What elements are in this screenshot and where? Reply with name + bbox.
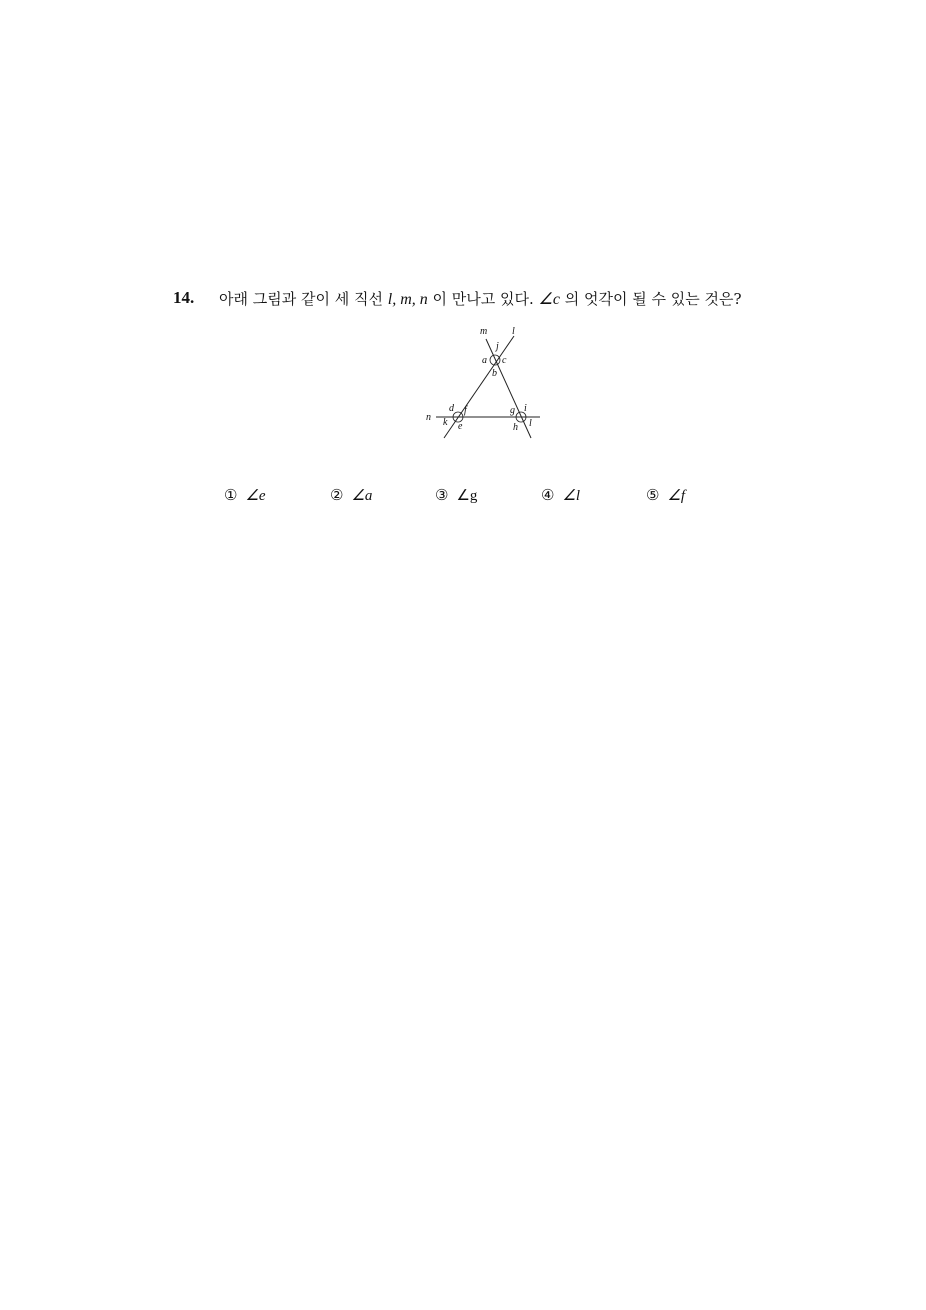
label-angle-c: c: [502, 355, 507, 366]
label-m: m: [480, 326, 488, 337]
label-l: l: [512, 326, 515, 337]
label-angle-e: e: [458, 421, 463, 432]
question-lines: l, m, n: [387, 291, 428, 308]
label-n: n: [426, 412, 431, 423]
label-angle-i: i: [524, 403, 527, 414]
label-angle-j: j: [496, 341, 499, 352]
label-angle-k: k: [443, 417, 448, 428]
choice-5-number: ⑤: [646, 488, 660, 504]
choice-3-number: ③: [435, 488, 449, 504]
question-text-before: 아래 그림과 같이 세 직선: [219, 290, 388, 308]
choice-5-angle: ∠f: [667, 488, 686, 504]
label-angle-g: g: [510, 405, 515, 416]
question-text-after: 의 엇각이 될 수 있는 것은?: [559, 290, 742, 308]
choice-1-angle: ∠e: [245, 488, 266, 504]
choice-2[interactable]: [330, 486, 372, 505]
three-lines-diagram: [420, 322, 550, 447]
choice-3-angle: ∠g: [456, 488, 478, 504]
choice-5[interactable]: [646, 486, 685, 505]
choice-4-number: ④: [541, 488, 555, 504]
choice-3[interactable]: [435, 486, 477, 505]
choice-4[interactable]: [541, 486, 580, 505]
question-text: [219, 288, 742, 309]
geometry-figure: [420, 322, 550, 451]
answer-choices: [224, 486, 744, 508]
choice-2-angle: ∠a: [351, 488, 373, 504]
question-text-middle: 이 만나고 있다.: [427, 290, 539, 308]
line-m: [486, 339, 531, 438]
question-angle: ∠c: [538, 291, 560, 308]
label-angle-b: b: [492, 368, 497, 379]
label-angle-h: h: [513, 422, 518, 433]
line-l: [444, 336, 514, 438]
label-angle-d: d: [449, 403, 454, 414]
choice-4-angle: ∠l: [562, 488, 581, 504]
choice-1[interactable]: [224, 486, 266, 505]
choice-1-number: ①: [224, 488, 238, 504]
label-angle-l: l: [529, 418, 532, 429]
label-angle-f: f: [464, 405, 467, 416]
question-number: 14.: [173, 288, 195, 307]
choice-2-number: ②: [330, 488, 344, 504]
label-angle-a: a: [482, 355, 487, 366]
